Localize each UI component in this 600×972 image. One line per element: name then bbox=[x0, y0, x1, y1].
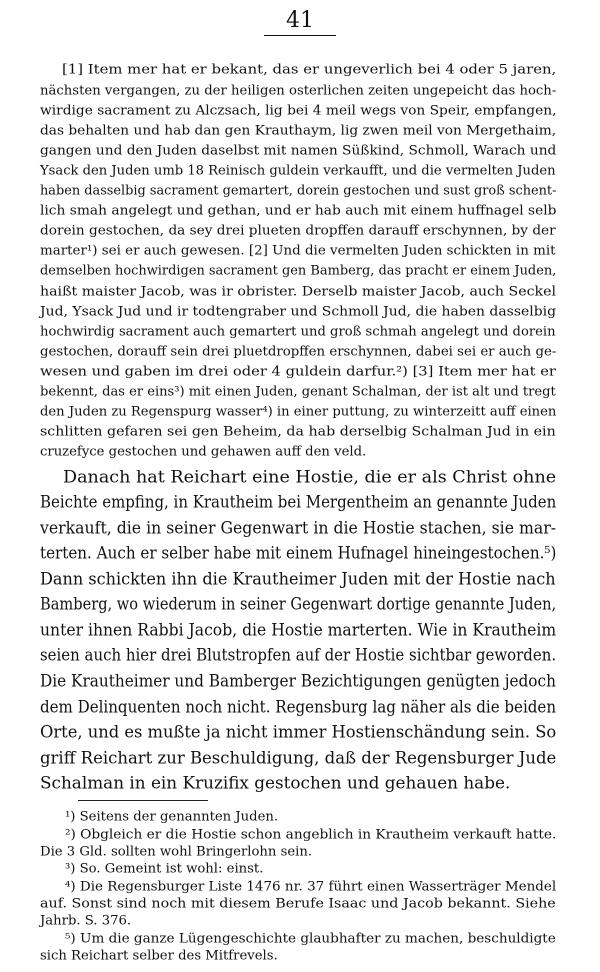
body-line: unter ihnen Rabbi Jacob, die Hostie marterten. Wie in Krautheim bbox=[40, 620, 557, 641]
quote-line: lich smah angelegt und gethan, und er hab auch mit einem huffnagel selb bbox=[40, 204, 557, 219]
footnote-line: sich Reichart selber des Mitfrevels. bbox=[40, 948, 278, 964]
body-line: Die Krautheimer und Bamberger Bezichtigungen genügten jedoch bbox=[40, 671, 556, 692]
page-number: 41 bbox=[286, 8, 314, 33]
quote-line: Ysack den Juden umb 18 Reinisch guldein verkaufft, und die vermelten Juden bbox=[40, 164, 556, 179]
quote-line: das behalten und hab dan gen Krauthaym, lig zwen meil von Mergethaim, bbox=[40, 123, 557, 139]
body-line: terten. Auch er selber habe mit einem Hufnagel hineingestochen.⁵) bbox=[40, 544, 557, 564]
quote-line: [1] Item mer hat er bekant, das er ungeverlich bei 4 oder 5 jaren, bbox=[62, 62, 557, 78]
body-line: griff Reichart zur Beschuldigung, daß der Regensburger Jude bbox=[40, 748, 557, 768]
footnote-line: ²) Obgleich er die Hostie schon angeblich in Krautheim verkauft hatte. bbox=[65, 827, 557, 843]
body-line: Dann schickten ihn die Krautheimer Juden mit der Hostie nach bbox=[40, 569, 556, 589]
quote-line: demselben hochwirdigen sacrament gen Bamberg, das pracht er einem Juden, bbox=[40, 264, 557, 279]
body-line: Orte, und es mußte ja nicht immer Hostienschändung sein. So bbox=[40, 722, 557, 743]
quote-line: haben dasselbig sacrament gemartert, dorein gestochen und sust groß schent- bbox=[40, 184, 557, 199]
body-line: Danach hat Reichart eine Hostie, die er als Christ ohne bbox=[63, 467, 557, 487]
quote-line: bekennt, das er eins³) mit einen Juden, genant Schalman, der ist alt und tregt bbox=[40, 384, 556, 400]
footnote-line: auf. Sonst sind noch mit diesem Berufe Isaac und Jacob bekannt. Siehe bbox=[40, 896, 556, 912]
quote-line: schlitten gefaren sei gen Beheim, da hab derselbig Schalman Jud in ein bbox=[40, 424, 556, 440]
page-number-rule bbox=[264, 35, 336, 36]
quote-line: dorein gestochen, da sey drei plueten dropffen darauff erschynnen, by der bbox=[40, 224, 556, 239]
quote-line: cruzefyce gestochen und gehawen auff den veld. bbox=[40, 444, 367, 460]
quote-line: wesen und gaben im drei oder 4 guldein darfur.²) [3] Item mer hat er bbox=[40, 364, 556, 380]
quote-line: nächsten vergangen, zu der heiligen osterlichen zeiten ungepeicht das hoch- bbox=[40, 83, 557, 99]
footnote-line: Jahrb. S. 376. bbox=[40, 914, 132, 929]
body-line: dem Delinquenten noch nicht. Regensburg lag näher als die beiden bbox=[40, 697, 557, 717]
footnote-line: ¹) Seitens der genannten Juden. bbox=[65, 810, 279, 825]
quote-line: hochwirdig sacrament auch gemartert und groß schmah angelegt und dorein bbox=[40, 324, 556, 339]
quote-line: wirdige sacrament zu Alczsach, lig bei 4 meil wegs von Speir, empfangen, bbox=[40, 103, 557, 119]
body-line: Bamberg, wo wiederum in seiner Gegenwart dortige genannte Juden, bbox=[40, 595, 557, 615]
footnote-line: ⁴) Die Regensburger Liste 1476 nr. 37 führt einen Wasserträger Mendel bbox=[65, 879, 557, 895]
quote-line: den Juden zu Regenspurg wasser⁴) in einer puttung, zu winterzeitt auff einen bbox=[40, 404, 557, 420]
body-line: seien auch hier drei Blutstropfen auf der Hostie sichtbar geworden. bbox=[40, 646, 557, 666]
body-line: Beichte empfing, in Krautheim bei Mergentheim an genannte Juden bbox=[40, 493, 557, 513]
footnote-separator bbox=[78, 800, 208, 801]
quote-line: gestochen, dorauff sein drei pluetdropffen erschynnen, dabei sei er auch ge- bbox=[40, 344, 557, 359]
footnote-line: Die 3 Gld. sollten wohl Bringerlohn sein. bbox=[40, 844, 313, 860]
footnote-line: ⁵) Um die ganze Lügengeschichte glaubhafter zu machen, beschuldigte bbox=[65, 931, 556, 946]
quote-line: Jud, Ysack Jud und ir todtengraber und Schmoll Jud, die haben dasselbig bbox=[40, 304, 557, 319]
quote-line: haißt maister Jacob, was ir obrister. Derselb maister Jacob, auch Seckel bbox=[40, 284, 557, 299]
quote-line: gangen und den Juden daselbst mit namen Süßkind, Schmoll, Warach und bbox=[40, 144, 557, 159]
quote-line: marter¹) sei er auch gewesen. [2] Und die vermelten Juden schickten in mit bbox=[40, 244, 556, 259]
body-line: Schalman in ein Kruzifix gestochen und gehauen habe. bbox=[40, 773, 511, 794]
body-line: verkauft, die in seiner Gegenwart in die Hostie stachen, sie mar- bbox=[40, 518, 557, 538]
footnote-line: ³) So. Gemeint ist wohl: einst. bbox=[65, 862, 264, 877]
